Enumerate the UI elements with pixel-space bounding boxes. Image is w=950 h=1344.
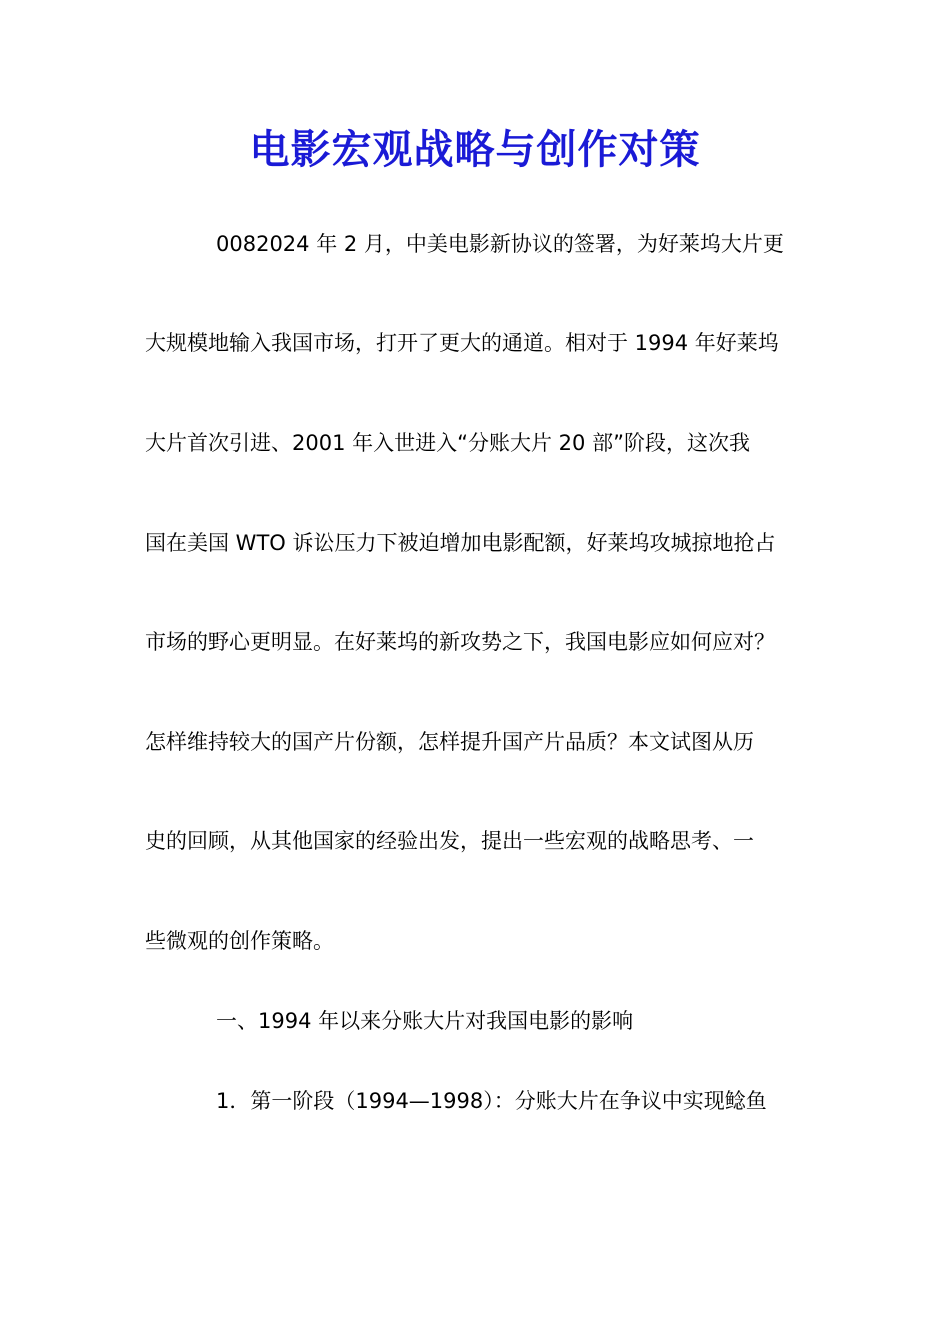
paragraph-line: 史的回顾，从其他国家的经验出发，提出一些宏观的战略思考、一 [145, 829, 754, 853]
paragraph-line: 大片首次引进、2001 年入世进入“分账大片 20 部”阶段，这次我 [145, 431, 750, 455]
paragraph-line: 国在美国 WTO 诉讼压力下被迫增加电影配额，好莱坞攻城掠地抢占 [145, 531, 776, 555]
paragraph-line: 怎样维持较大的国产片份额，怎样提升国产片品质？本文试图从历 [145, 730, 754, 754]
paragraph-line: 大规模地输入我国市场，打开了更大的通道。相对于 1994 年好莱坞 [145, 331, 779, 355]
subsection-heading: 1．第一阶段（1994—1998）：分账大片在争议中实现鲶鱼 [216, 1089, 767, 1113]
paragraph-line: 些微观的创作策略。 [145, 929, 334, 953]
paragraph-line: 市场的野心更明显。在好莱坞的新攻势之下，我国电影应如何应对？ [145, 630, 775, 654]
document-title: 电影宏观战略与创作对策 [249, 127, 701, 173]
section-heading: 一、1994 年以来分账大片对我国电影的影响 [216, 1009, 634, 1033]
paragraph-line: 0082024 年 2 月，中美电影新协议的签署，为好莱坞大片更 [216, 232, 784, 256]
